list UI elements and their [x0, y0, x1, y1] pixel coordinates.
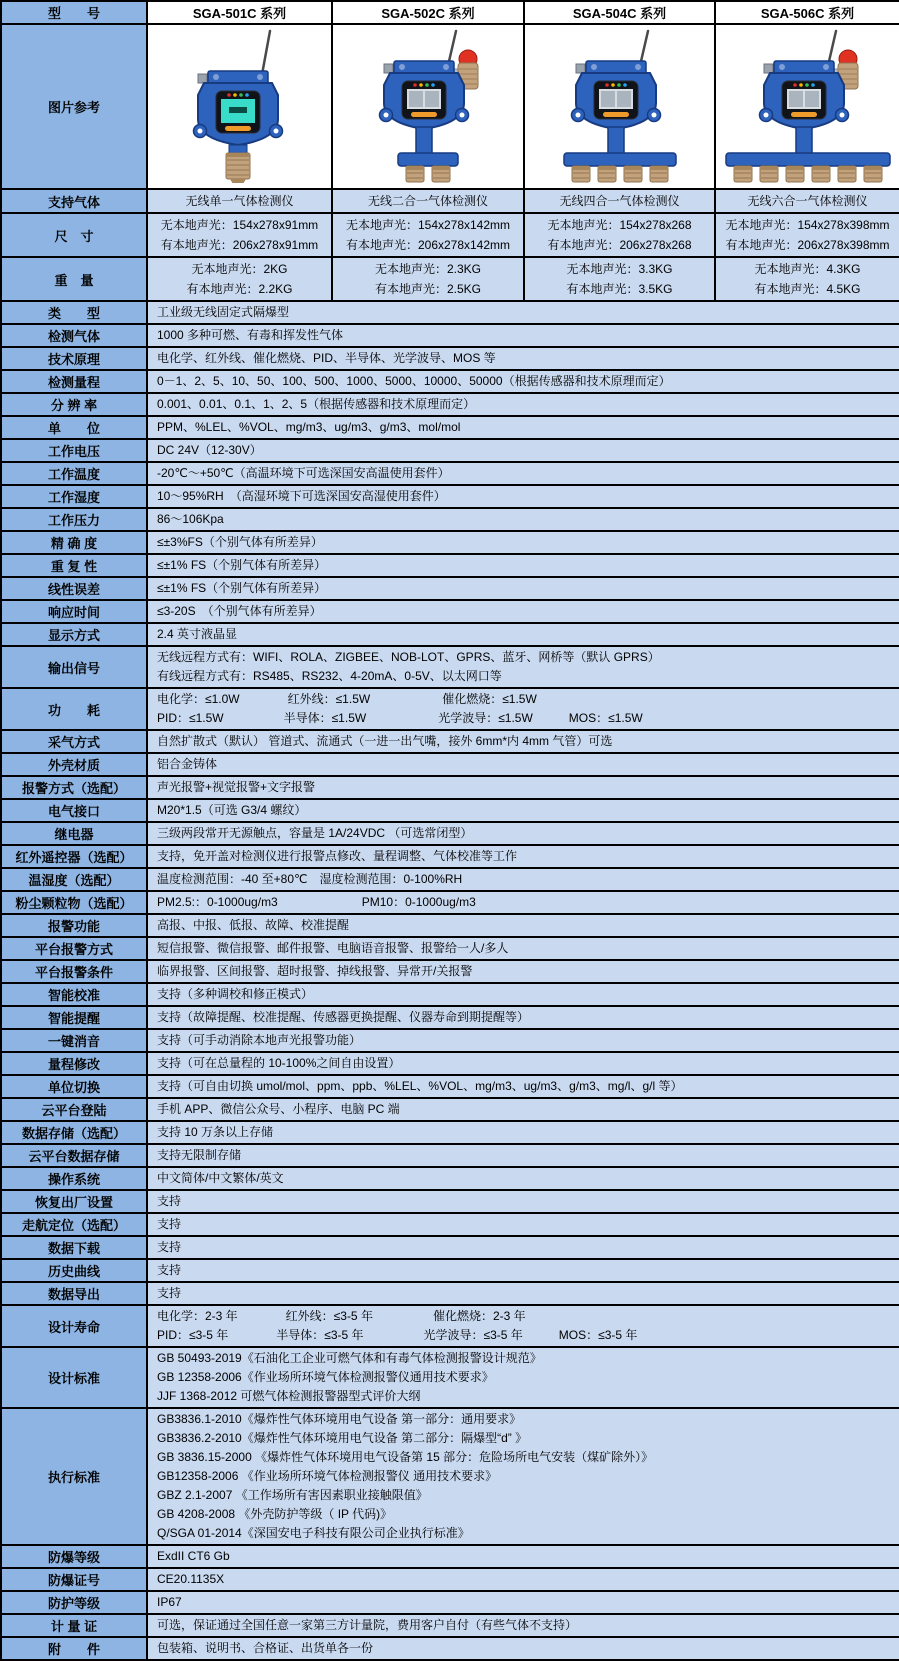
row-label: 防爆证号: [1, 1568, 147, 1591]
row-label: 工作温度: [1, 462, 147, 485]
spec-cell: [147, 822, 899, 845]
table-row: [1, 914, 899, 937]
row-label: 类 型: [1, 301, 147, 324]
spec-cell: [332, 213, 524, 257]
spec-text: 电化学：2-3 年 红外线：≤3-5 年 催化燃烧：2-3 年: [157, 1309, 526, 1323]
table-row: [1, 1006, 899, 1029]
table-row: [1, 983, 899, 1006]
spec-text: 可选，保证通过全国任意一家第三方计量院，费用客户自付（有些气体不支持）: [157, 1618, 578, 1632]
spec-text: 短信报警、微信报警、邮件报警、电脑语音报警、报警给一人/多人: [157, 941, 509, 955]
spec-cell: [147, 776, 899, 799]
spec-cell: [147, 554, 899, 577]
spec-cell: [147, 213, 332, 257]
row-label: 功 耗: [1, 688, 147, 730]
spec-text: 有本地声光：206x278x398mm: [725, 238, 890, 252]
row-label: 工作压力: [1, 508, 147, 531]
spec-cell: [147, 1144, 899, 1167]
row-label: 尺 寸: [1, 213, 147, 257]
spec-text: 无线六合一气体检测仪: [747, 194, 868, 208]
spec-text: 10～95%RH （高湿环境下可选深国安高湿使用套件）: [157, 489, 446, 503]
spec-text: PID：≤3-5 年 半导体：≤3-5 年 光学波导：≤3-5 年 MOS：≤3-5 年: [157, 1328, 638, 1342]
spec-cell: [147, 439, 899, 462]
spec-text: 自然扩散式（默认） 管道式、流通式（一进一出气嘴，接外 6mm*内 4mm 气管）可选: [157, 734, 613, 748]
spec-text: 临界报警、区间报警、超时报警、掉线报警、异常开/关报警: [157, 964, 473, 978]
table-row: [1, 1614, 899, 1637]
row-label: 技术原理: [1, 347, 147, 370]
device-image-sga-504c: [524, 24, 715, 189]
spec-cell: [147, 257, 332, 301]
spec-text: GB 3836.15-2000 《爆炸性气体环境用电气设备第 15 部分：危险场所电气安装（煤矿除外）》: [157, 1450, 654, 1464]
spec-cell: [147, 189, 332, 213]
spec-text: 支持，免开盖对检测仪进行报警点修改、量程调整、气体校准等工作: [157, 849, 518, 863]
spec-text: CE20.1135X: [157, 1572, 225, 1586]
spec-cell: [147, 753, 899, 776]
spec-text: 1000 多种可燃、有毒和挥发性气体: [157, 328, 344, 342]
spec-text: 无线二合一气体检测仪: [367, 194, 488, 208]
spec-text: 支持 10 万条以上存储: [157, 1125, 274, 1139]
spec-text: 支持（可在总量程的 10-100%之间自由设置）: [157, 1056, 401, 1070]
row-label: 云平台数据存储: [1, 1144, 147, 1167]
table-row: [1, 257, 899, 301]
row-label: 平台报警条件: [1, 960, 147, 983]
row-label: 平台报警方式: [1, 937, 147, 960]
table-row: [1, 730, 899, 753]
spec-cell: [147, 845, 899, 868]
spec-text: 支持（可自由切换 umol/mol、ppm、ppb、%LEL、%VOL、mg/m3、ug/m3、g/m3、mg/l、g/l 等）: [157, 1079, 683, 1093]
image-row-label: 图片参考: [1, 24, 147, 189]
spec-text: 有本地声光：3.5KG: [566, 282, 673, 296]
spec-text: 电化学、红外线、催化燃烧、PID、半导体、光学波导、MOS 等: [157, 351, 496, 365]
row-label: 重 复 性: [1, 554, 147, 577]
spec-cell: [147, 891, 899, 914]
spec-text: 无本地声光：3.3KG: [566, 262, 673, 276]
spec-text: 支持: [157, 1240, 182, 1254]
spec-text: 温度检测范围：-40 至+80℃ 湿度检测范围：0-100%RH: [157, 872, 463, 886]
row-label: 外壳材质: [1, 753, 147, 776]
spec-text: 工业级无线固定式隔爆型: [157, 305, 290, 319]
spec-cell: [715, 213, 899, 257]
table-row: [1, 508, 899, 531]
spec-cell: [147, 347, 899, 370]
spec-cell: [147, 623, 899, 646]
spec-text: 铝合金铸体: [157, 757, 218, 771]
spec-text: 三级两段常开无源触点，容量是 1A/24VDC （可选常闭型）: [157, 826, 473, 840]
row-label: 显示方式: [1, 623, 147, 646]
spec-cell: [147, 1121, 899, 1144]
gas-detector-image: [149, 25, 331, 183]
row-label: 检测量程: [1, 370, 147, 393]
table-row: [1, 577, 899, 600]
column-header-sga-504c: SGA-504C 系列: [524, 1, 715, 24]
spec-rows: [1, 189, 899, 1660]
row-label: 一键消音: [1, 1029, 147, 1052]
table-row: [1, 1167, 899, 1190]
spec-cell: [147, 1568, 899, 1591]
row-label: 采气方式: [1, 730, 147, 753]
row-label: 继电器: [1, 822, 147, 845]
spec-text: GB 4208-2008 《外壳防护等级（ IP 代码)》: [157, 1507, 393, 1521]
spec-cell: [147, 301, 899, 324]
spec-text: 无本地声光：154x278x398mm: [725, 218, 890, 232]
table-row: [1, 1052, 899, 1075]
table-row: [1, 1029, 899, 1052]
table-row: [1, 1098, 899, 1121]
spec-text: 支持: [157, 1194, 182, 1208]
table-row: [1, 688, 899, 730]
table-row: [1, 1236, 899, 1259]
spec-text: 支持: [157, 1217, 182, 1231]
table-row: [1, 324, 899, 347]
gas-detector-image: [337, 25, 519, 183]
row-label: 云平台登陆: [1, 1098, 147, 1121]
spec-text: 声光报警+视觉报警+文字报警: [157, 780, 316, 794]
spec-cell: [147, 868, 899, 891]
row-label: 执行标准: [1, 1408, 147, 1545]
spec-cell: [147, 393, 899, 416]
row-label: 智能校准: [1, 983, 147, 1006]
table-row: [1, 301, 899, 324]
spec-text: 0－1、2、5、10、50、100、500、1000、5000、10000、50000（根据传感器和技术原理而定）: [157, 374, 671, 388]
spec-text: 无本地声光：154x278x142mm: [345, 218, 511, 232]
model-header-label: 型 号: [1, 1, 147, 24]
gas-detector-image: [717, 25, 899, 183]
row-label: 粉尘颗粒物（选配）: [1, 891, 147, 914]
column-header-sga-502c: SGA-502C 系列: [332, 1, 524, 24]
row-label: 智能提醒: [1, 1006, 147, 1029]
device-image-sga-502c: [332, 24, 524, 189]
spec-text: GB 12358-2006《作业场所环境气体检测报警仪通用技术要求》: [157, 1370, 494, 1384]
row-label: 输出信号: [1, 646, 147, 688]
table-row: [1, 1121, 899, 1144]
spec-cell: [147, 1213, 899, 1236]
row-label: 数据导出: [1, 1282, 147, 1305]
spec-text: 无本地声光：2.3KG: [374, 262, 482, 276]
spec-cell: [147, 1614, 899, 1637]
spec-text: 无本地声光：154x278x91mm: [160, 218, 319, 232]
spec-text: GB3836.1-2010《爆炸性气体环境用电气设备 第一部分：通用要求》: [157, 1412, 522, 1426]
row-label: 单位切换: [1, 1075, 147, 1098]
spec-cell: [147, 1305, 899, 1347]
spec-cell: [147, 1052, 899, 1075]
table-row: [1, 1347, 899, 1408]
row-label: 计 量 证: [1, 1614, 147, 1637]
row-label: 报警方式（选配）: [1, 776, 147, 799]
spec-cell: [147, 1029, 899, 1052]
spec-text: 无本地声光：154x278x268: [547, 218, 692, 232]
device-image-sga-506c: [715, 24, 899, 189]
row-label: 支持气体: [1, 189, 147, 213]
spec-cell: [147, 370, 899, 393]
row-label: 走航定位（选配）: [1, 1213, 147, 1236]
table-row: [1, 416, 899, 439]
table-row: [1, 776, 899, 799]
table-row: [1, 1591, 899, 1614]
table-row: [1, 753, 899, 776]
table-row: [1, 370, 899, 393]
header-row: [1, 1, 899, 24]
row-label: 单 位: [1, 416, 147, 439]
table-row: [1, 1190, 899, 1213]
row-label: 红外遥控器（选配）: [1, 845, 147, 868]
spec-text: GB3836.2-2010《爆炸性气体环境用电气设备 第二部分：隔爆型“d” 》: [157, 1431, 528, 1445]
spec-text: 无线远程方式有：WIFI、ROLA、ZIGBEE、NOB-LOT、GPRS、蓝牙、网桥等（默认 GPRS）: [157, 650, 660, 664]
table-row: [1, 554, 899, 577]
spec-cell: [147, 914, 899, 937]
spec-text: 86～106Kpa: [157, 512, 224, 526]
spec-cell: [147, 937, 899, 960]
spec-text: PPM、%LEL、%VOL、mg/m3、ug/m3、g/m3、mol/mol: [157, 420, 461, 434]
table-row: [1, 646, 899, 688]
spec-cell: [147, 960, 899, 983]
table-row: [1, 868, 899, 891]
spec-text: JJF 1368-2012 可燃气体检测报警器型式评价大纲: [157, 1389, 421, 1403]
spec-cell: [147, 1098, 899, 1121]
spec-cell: [147, 730, 899, 753]
spec-cell: [147, 1006, 899, 1029]
spec-text: 高报、中报、低报、故障、校准提醒: [157, 918, 350, 932]
spec-text: 包装箱、说明书、合格证、出货单各一份: [157, 1641, 374, 1655]
row-label: 数据下载: [1, 1236, 147, 1259]
spec-cell: [147, 1347, 899, 1408]
row-label: 响应时间: [1, 600, 147, 623]
table-row: [1, 1259, 899, 1282]
table-row: [1, 623, 899, 646]
device-image-sga-501c: [147, 24, 332, 189]
spec-cell: [147, 600, 899, 623]
spec-cell: [147, 799, 899, 822]
row-label: 分 辨 率: [1, 393, 147, 416]
column-header-sga-501c: SGA-501C 系列: [147, 1, 332, 24]
spec-text: 中文简体/中文繁体/英文: [157, 1171, 284, 1185]
spec-text: 支持（故障提醒、校准提醒、传感器更换提醒、仪器寿命到期提醒等）: [157, 1010, 530, 1024]
spec-text: 支持（可手动消除本地声光报警功能）: [157, 1033, 362, 1047]
spec-cell: [147, 646, 899, 688]
spec-text: DC 24V（12-30V）: [157, 443, 262, 457]
table-row: [1, 1568, 899, 1591]
image-row: [1, 24, 899, 189]
spec-cell: [524, 189, 715, 213]
spec-cell: [147, 1545, 899, 1568]
spec-cell: [715, 189, 899, 213]
spec-cell: [332, 189, 524, 213]
table-row: [1, 213, 899, 257]
spec-text: GB 50493-2019《石油化工企业可燃气体和有毒气体检测报警设计规范》: [157, 1351, 542, 1365]
row-label: 防爆等级: [1, 1545, 147, 1568]
spec-cell: [147, 577, 899, 600]
spec-cell: [147, 1408, 899, 1545]
row-label: 工作电压: [1, 439, 147, 462]
spec-cell: [147, 1591, 899, 1614]
spec-cell: [147, 485, 899, 508]
spec-text: 0.001、0.01、0.1、1、2、5（根据传感器和技术原理而定）: [157, 397, 476, 411]
spec-cell: [147, 688, 899, 730]
row-label: 恢复出厂设置: [1, 1190, 147, 1213]
spec-text: 支持: [157, 1263, 182, 1277]
row-label: 防护等级: [1, 1591, 147, 1614]
spec-text: 无线单一气体检测仪: [185, 194, 294, 208]
spec-text: 有本地声光：2.5KG: [374, 282, 482, 296]
row-label: 历史曲线: [1, 1259, 147, 1282]
row-label: 数据存储（选配）: [1, 1121, 147, 1144]
spec-text: 有本地声光：4.5KG: [754, 282, 861, 296]
table-row: [1, 1545, 899, 1568]
spec-cell: [147, 531, 899, 554]
table-row: [1, 799, 899, 822]
table-row: [1, 531, 899, 554]
spec-text: GBZ 2.1-2007 《工作场所有害因素职业接触限值》: [157, 1488, 428, 1502]
spec-text: 有本地声光：206x278x142mm: [345, 238, 511, 252]
spec-text: Q/SGA 01-2014《深国安电子科技有限公司企业执行标准》: [157, 1526, 470, 1540]
spec-cell: [147, 508, 899, 531]
spec-text: 有本地声光：2.2KG: [186, 282, 293, 296]
spec-text: PID：≤1.5W 半导体：≤1.5W 光学波导：≤1.5W MOS：≤1.5W: [157, 711, 643, 725]
spec-text: 无线四合一气体检测仪: [559, 194, 680, 208]
spec-cell: [147, 983, 899, 1006]
table-row: [1, 485, 899, 508]
spec-text: 无本地声光：2KG: [191, 262, 288, 276]
table-row: [1, 1637, 899, 1660]
row-label: 操作系统: [1, 1167, 147, 1190]
row-label: 附 件: [1, 1637, 147, 1660]
spec-text: ExdII CT6 Gb: [157, 1549, 230, 1563]
table-row: [1, 845, 899, 868]
row-label: 线性误差: [1, 577, 147, 600]
table-row: [1, 960, 899, 983]
spec-cell: [147, 462, 899, 485]
table-row: [1, 600, 899, 623]
spec-text: 有线远程方式有：RS485、RS232、4-20mA、0-5V、以太网口等: [157, 669, 502, 683]
row-label: 设计标准: [1, 1347, 147, 1408]
row-label: 设计寿命: [1, 1305, 147, 1347]
table-row: [1, 1282, 899, 1305]
spec-text: -20℃～+50℃（高温环境下可选深国安高温使用套件）: [157, 466, 450, 480]
spec-text: 有本地声光：206x278x91mm: [160, 238, 319, 252]
spec-cell: [332, 257, 524, 301]
table-row: [1, 891, 899, 914]
row-label: 量程修改: [1, 1052, 147, 1075]
spec-cell: [524, 213, 715, 257]
spec-text: 手机 APP、微信公众号、小程序、电脑 PC 端: [157, 1102, 400, 1116]
row-label: 电气接口: [1, 799, 147, 822]
spec-cell: [715, 257, 899, 301]
spec-cell: [147, 416, 899, 439]
spec-text: 有本地声光：206x278x268: [547, 238, 692, 252]
table-row: [1, 393, 899, 416]
table-row: [1, 462, 899, 485]
row-label: 温湿度（选配）: [1, 868, 147, 891]
table-row: [1, 439, 899, 462]
spec-cell: [147, 324, 899, 347]
spec-cell: [147, 1259, 899, 1282]
table-row: [1, 822, 899, 845]
spec-cell: [147, 1075, 899, 1098]
gas-detector-image: [529, 25, 711, 183]
row-label: 精 确 度: [1, 531, 147, 554]
spec-text: GB12358-2006 《作业场所环境气体检测报警仪 通用技术要求》: [157, 1469, 498, 1483]
spec-cell: [147, 1282, 899, 1305]
column-header-sga-506c: SGA-506C 系列: [715, 1, 899, 24]
table-row: [1, 1144, 899, 1167]
spec-cell: [147, 1236, 899, 1259]
table-row: [1, 189, 899, 213]
row-label: 工作湿度: [1, 485, 147, 508]
spec-cell: [147, 1190, 899, 1213]
table-row: [1, 937, 899, 960]
spec-text: 2.4 英寸液晶显: [157, 627, 238, 641]
spec-text: ≤±1% FS（个别气体有所差异）: [157, 558, 327, 572]
table-row: [1, 1075, 899, 1098]
table-row: [1, 1305, 899, 1347]
row-label: 检测气体: [1, 324, 147, 347]
table-row: [1, 347, 899, 370]
spec-text: 支持: [157, 1286, 182, 1300]
spec-text: ≤±1% FS（个别气体有所差异）: [157, 581, 327, 595]
spec-cell: [524, 257, 715, 301]
row-label: 报警功能: [1, 914, 147, 937]
spec-text: ≤3-20S （个别气体有所差异）: [157, 604, 322, 618]
table-row: [1, 1408, 899, 1545]
spec-text: ≤±3%FS（个别气体有所差异）: [157, 535, 323, 549]
spec-text: 电化学：≤1.0W 红外线：≤1.5W 催化燃烧：≤1.5W: [157, 692, 537, 706]
spec-text: M20*1.5（可选 G3/4 螺纹）: [157, 803, 307, 817]
row-label: 重 量: [1, 257, 147, 301]
spec-text: IP67: [157, 1595, 182, 1609]
spec-cell: [147, 1637, 899, 1660]
spec-text: 支持无限制存储: [157, 1148, 242, 1162]
spec-text: 支持（多种调校和修正模式）: [157, 987, 314, 1001]
spec-cell: [147, 1167, 899, 1190]
spec-text: PM2.5:：0-1000ug/m3 PM10：0-1000ug/m3: [157, 895, 476, 909]
table-row: [1, 1213, 899, 1236]
spec-text: 无本地声光：4.3KG: [754, 262, 861, 276]
